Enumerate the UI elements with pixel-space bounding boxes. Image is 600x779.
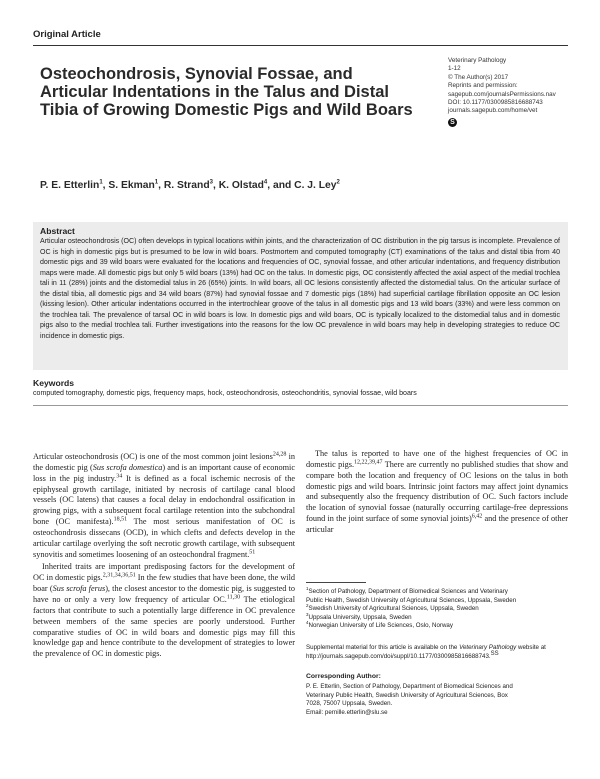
affiliation-line — [306, 605, 568, 614]
author-affiliation: 3 — [209, 179, 213, 186]
journal-pages: 1-12 — [448, 65, 461, 73]
abstract-heading: Abstract — [40, 226, 75, 236]
correspondence-line: Veterinary Public Health, Swedish University of Agricultural Sciences, Box — [306, 691, 508, 699]
text-run: and the presence of other articular — [306, 514, 569, 534]
author-name: C. J. Ley — [294, 180, 337, 191]
supplemental-note — [306, 644, 568, 661]
author-affiliation: 4 — [263, 179, 268, 186]
affiliation-text: Norwegian University of Life Sciences, Oslo, Norway — [308, 622, 453, 630]
author-separator: , — [212, 180, 219, 191]
citation-ref[interactable]: 12,22,39,47 — [354, 459, 383, 466]
journal-info — [448, 57, 588, 116]
affiliation-number: 3 — [306, 611, 309, 617]
correspondence-email[interactable]: Email: pernille.etterlin@slu.se — [306, 709, 388, 717]
text-run: There are currently no published studies that show and compare both the location and frequency of OC lesions on the talus in both domestic pigs and wild boars. Intrinsic joint factors may affect joint dynamics and subsequently also the frequency distribution of OC. Such factors include the location of synovial fossae (naturally occurring cartilage-free depressions found in the joint surface of some synovial joints) — [306, 459, 568, 524]
text-run: It is defined as a focal ischemic necrosis of the epiphyseal growth cartilage, initiated by necrosis of cartilage canal blood vessels (OC latens) that causes a focal delay in endochondral ossification in growing pigs, with a subsequent focal cartilage retention into the subchondral bone (OC manifesta). — [33, 473, 296, 527]
text-run: The etiological factors that contribute to such a potentially large difference in OC prevalence between members of the same species are poorly understood. Further comparative studies of OC in wild boars and domestic pigs may fill this knowledge gap and hence contribute to the development of strategies to lower the prevalence of OC in domestic pigs. — [33, 594, 296, 659]
affiliation-text: Uppsala University, Uppsala, Sweden — [308, 613, 412, 621]
header-rule — [33, 45, 568, 46]
author-affiliation: 1 — [99, 179, 103, 186]
article-type-label: Original Article — [33, 29, 101, 40]
author-affiliation: 2 — [336, 179, 340, 186]
correspondence-line: P. E. Etterlin, Section of Pathology, Department of Biomedical Sciences and — [306, 683, 513, 690]
affiliation-text: Swedish University of Agricultural Sciences, Uppsala, Sweden — [308, 605, 479, 613]
citation-ref[interactable]: 34 — [116, 472, 123, 479]
affiliations — [306, 585, 568, 631]
author-separator: , and — [267, 180, 295, 191]
corresponding-author-details — [306, 683, 568, 718]
author-name: R. Strand — [163, 180, 210, 191]
body-column-right — [306, 449, 568, 536]
supplemental-ref: SS — [490, 650, 499, 657]
supplemental-link[interactable]: website at http://journals.sagepub.com/doi/suppl/10.1177/0300985816688743. — [306, 644, 546, 660]
citation-ref[interactable]: 11,30 — [226, 594, 241, 601]
affiliation-number: 1 — [306, 585, 309, 591]
keywords-rule — [33, 405, 568, 406]
affiliation-line — [306, 622, 568, 631]
citation-ref[interactable]: 6,42 — [471, 513, 483, 520]
text-run: The most serious manifestation of OC is osteochondrosis dissecans (OCD), in which clefts and defects develop in the articular cartilage overlying the soft necrotic growth cartilage, with subsequent synovitis and sometimes loosening of an osteochondral fragment. — [33, 517, 295, 559]
body-paragraph — [33, 452, 295, 560]
author-list — [40, 180, 340, 191]
journal-name: Veterinary Pathology — [448, 57, 507, 64]
text-run: In the few studies that have been done, the wild boar ( — [33, 573, 295, 594]
text-run: Articular osteochondrosis (OC) is one of the most common joint lesions — [33, 452, 273, 461]
body-paragraph — [33, 562, 295, 660]
text-run: ), the closest ancestor to the domestic pig, is suggested to have no or only a very low frequency of articular OC. — [33, 584, 295, 604]
affiliation-number: 2 — [306, 603, 309, 609]
sage-logo-icon: S — [448, 118, 457, 127]
correspondence-line: 7028, 75007 Uppsala, Sweden. — [306, 700, 393, 708]
affiliation-line — [306, 585, 568, 597]
body-column-left — [33, 452, 295, 660]
footnote-rule — [306, 582, 366, 583]
species-name: Sus scrofa ferus — [52, 584, 106, 594]
citation-ref[interactable]: 2,31,34,36,51 — [102, 572, 136, 579]
reprints-label: Reprints and permission: — [448, 82, 518, 90]
author-name: P. E. Etterlin — [40, 180, 100, 191]
copyright: © The Author(s) 2017 — [448, 73, 509, 81]
citation-ref[interactable]: 51 — [249, 548, 256, 555]
permissions-link[interactable]: sagepub.com/journalsPermissions.nav — [448, 90, 556, 98]
body-paragraph — [306, 449, 568, 536]
author-name: S. Ekman — [108, 180, 155, 191]
article-title: Osteochondrosis, Synovial Fossae, and Articular Indentations in the Talus and Distal Tibia of Growing Domestic Pigs and Wild Boars — [40, 65, 413, 119]
journal-title: Veterinary Pathology — [459, 644, 517, 651]
author-affiliation: 1 — [154, 179, 159, 186]
affiliation-text: Section of Pathology, Department of Biomedical Sciences and Veterinary — [308, 588, 508, 595]
text-run: Supplemental material for this article is available on the — [306, 644, 460, 651]
text-run: in the domestic pig ( — [33, 452, 295, 472]
citation-ref[interactable]: 18,51 — [113, 516, 128, 523]
journal-home-link[interactable]: journals.sagepub.com/home/vet — [448, 107, 538, 115]
affiliation-text: Public Health, Swedish University of Agricultural Sciences, Uppsala, Sweden — [306, 596, 517, 604]
doi[interactable]: DOI: 10.1177/0300985816688743 — [448, 99, 543, 107]
text-run: Inherited traits are important predisposing factors for the development of OC in domestic pigs. — [33, 562, 295, 583]
abstract-text: Articular osteochondrosis (OC) often develops in typical locations within joints, and the characterization of OC distribution in the pig tarsus is incomplete. Prevalence of OC is high in domestic pigs but is presumed to be low in wild boars. Postmortem and computed tomography (CT) examinations of the talus and distal tibia from 40 domestic pigs and 39 wild boars were evaluated for the locations and frequencies of OC, synovial fossae, and other articular indentations, and frequency distribution maps were made. All domestic pigs but only 5 wild boars (13%) had OC on the talus. In domestic pigs, OC consistently affected the axial aspect of the medial trochlea tali in 11 (28%) joints and the distomedial talus in 26 (65%) joints. In wild boars, all OC lesions consistently affected the distomedial talus. On the articular surface of the distal tibia, all domestic pigs and 34 wild boars (87%) had synovial fossae and 7 domestic pigs (18%) had superficial cartilage fibrillation opposite an OC lesion (kissing lesion). Other articular indentations occurred in the intertrochlear groove of the talus in all domestic pigs and 13 wild boars (33%) and were less common on the trochlea tali. The prevalence of tarsal OC in wild boars is low. In domestic pigs and wild boars, OC is typically localized to the distomedial talus and in domestic pigs also to the medial trochlea tali. Further investigations into the reasons for the low OC prevalence in wild boars may help in developing strategies to reduce OC incidence in domestic pigs. — [40, 238, 560, 340]
species-name: Sus scrofa domestica — [92, 462, 163, 472]
text-run: ) and is an important cause of economic loss in the pig industry. — [33, 462, 295, 483]
affiliation-line — [306, 596, 568, 609]
author-separator: , — [158, 180, 164, 191]
text-run: The talus is reported to have one of the highest frequencies of OC in domestic pigs. — [306, 449, 568, 469]
keywords-heading: Keywords — [33, 378, 75, 388]
author-separator: , — [102, 180, 109, 191]
citation-ref[interactable]: 24,28 — [272, 451, 287, 458]
corresponding-author-heading: Corresponding Author: — [306, 673, 381, 680]
affiliation-number: 4 — [306, 620, 309, 626]
keywords-list: computed tomography, domestic pigs, frequency maps, hock, osteochondrosis, osteochondritis, synovial fossae, wild boars — [33, 390, 417, 397]
author-name: K. Olstad — [218, 180, 264, 191]
